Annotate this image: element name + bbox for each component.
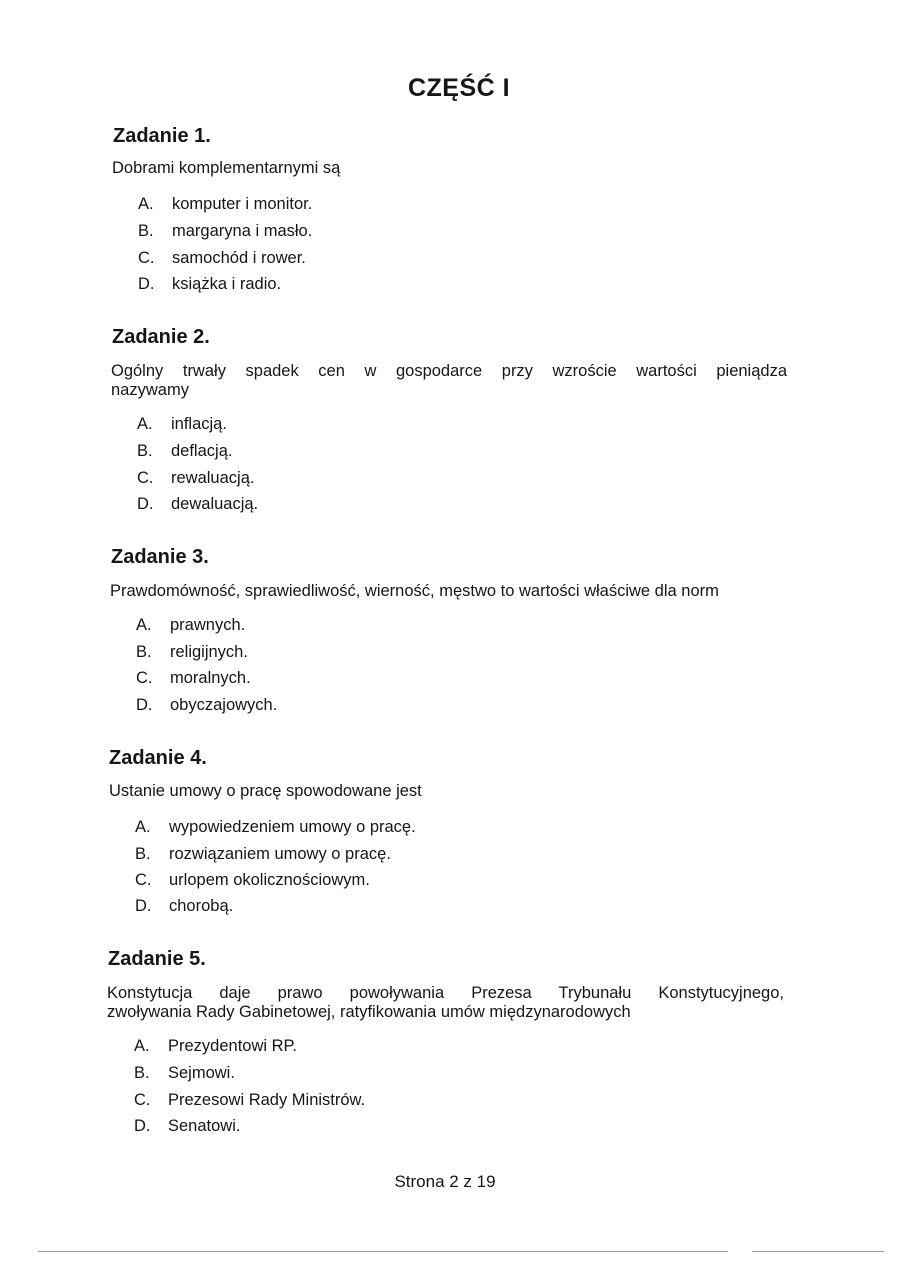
option-letter: A. (138, 195, 154, 213)
option-text: rozwiązaniem umowy o pracę. (169, 845, 391, 863)
answer-option-d[interactable] (134, 1117, 240, 1136)
answer-option-d[interactable] (136, 696, 277, 715)
option-text: rewaluacją. (171, 469, 255, 487)
option-text: samochód i rower. (172, 249, 306, 267)
option-text: komputer i monitor. (172, 195, 313, 213)
option-text: książka i radio. (172, 275, 282, 293)
task-question: Ustanie umowy o pracę spowodowane jest (109, 782, 422, 800)
option-text: deflacją. (171, 442, 233, 460)
task-question (107, 984, 784, 1022)
option-letter: D. (137, 495, 154, 513)
answer-option-c[interactable] (138, 249, 306, 268)
answer-option-b[interactable] (138, 222, 312, 241)
task-heading: Zadanie 1. (113, 125, 211, 147)
scan-edge-line (38, 1251, 728, 1252)
option-letter: D. (136, 696, 153, 714)
option-letter: B. (135, 845, 151, 863)
option-letter: D. (135, 897, 152, 915)
option-letter: C. (138, 249, 155, 267)
task-heading: Zadanie 4. (109, 747, 207, 769)
page-number: Strona 2 z 19 (394, 1172, 496, 1191)
option-letter: C. (136, 669, 153, 687)
answer-option-d[interactable] (138, 275, 281, 294)
option-letter: B. (136, 643, 152, 661)
option-text: Sejmowi. (168, 1064, 235, 1082)
option-letter: D. (138, 275, 155, 293)
answer-option-d[interactable] (137, 495, 258, 514)
question-line: Ogólny trwały spadek cen w gospodarce przy wzroście wartości pieniądza (111, 362, 787, 380)
option-text: margaryna i masło. (172, 222, 313, 240)
option-text: prawnych. (170, 616, 246, 634)
answer-option-c[interactable] (134, 1091, 365, 1110)
answer-option-b[interactable] (137, 442, 232, 461)
option-letter: A. (134, 1037, 150, 1055)
option-text: Prezydentowi RP. (168, 1037, 298, 1055)
option-letter: B. (137, 442, 153, 460)
task-heading: Zadanie 3. (111, 546, 209, 568)
answer-option-a[interactable] (138, 195, 312, 214)
task-question: Prawdomówność, sprawiedliwość, wierność, męstwo to wartości właściwe dla norm (110, 582, 719, 600)
answer-option-a[interactable] (135, 818, 416, 837)
option-letter: C. (135, 871, 152, 889)
option-letter: A. (135, 818, 151, 836)
question-line: nazywamy (111, 381, 189, 399)
answer-option-d[interactable] (135, 897, 233, 916)
option-text: Senatowi. (168, 1117, 241, 1135)
option-text: Prezesowi Rady Ministrów. (168, 1091, 366, 1109)
task-heading: Zadanie 2. (112, 326, 210, 348)
option-letter: C. (137, 469, 154, 487)
scan-edge-line (752, 1251, 884, 1252)
option-text: chorobą. (169, 897, 234, 915)
task-question (111, 362, 787, 400)
question-line: Konstytucja daje prawo powoływania Prezesa Trybunału Konstytucyjnego, (107, 984, 784, 1002)
option-letter: A. (136, 616, 152, 634)
option-letter: B. (134, 1064, 150, 1082)
option-letter: B. (138, 222, 154, 240)
option-text: urlopem okolicznościowym. (169, 871, 370, 889)
option-letter: A. (137, 415, 153, 433)
option-text: religijnych. (170, 643, 248, 661)
option-text: wypowiedzeniem umowy o pracę. (169, 818, 416, 836)
option-text: moralnych. (170, 669, 251, 687)
option-letter: C. (134, 1091, 151, 1109)
option-letter: D. (134, 1117, 151, 1135)
option-text: inflacją. (171, 415, 227, 433)
answer-option-b[interactable] (135, 845, 391, 864)
answer-option-a[interactable] (136, 616, 245, 635)
answer-option-a[interactable] (134, 1037, 297, 1056)
option-text: dewaluacją. (171, 495, 259, 513)
answer-option-c[interactable] (136, 669, 251, 688)
page-title: CZĘŚĆ I (407, 74, 511, 102)
answer-option-b[interactable] (136, 643, 248, 662)
answer-option-c[interactable] (137, 469, 254, 488)
task-heading: Zadanie 5. (108, 948, 206, 970)
answer-option-c[interactable] (135, 871, 370, 890)
option-text: obyczajowych. (170, 696, 278, 714)
question-line: zwoływania Rady Gabinetowej, ratyfikowania umów międzynarodowych (107, 1003, 631, 1021)
task-question: Dobrami komplementarnymi są (112, 159, 341, 177)
answer-option-b[interactable] (134, 1064, 235, 1083)
answer-option-a[interactable] (137, 415, 227, 434)
